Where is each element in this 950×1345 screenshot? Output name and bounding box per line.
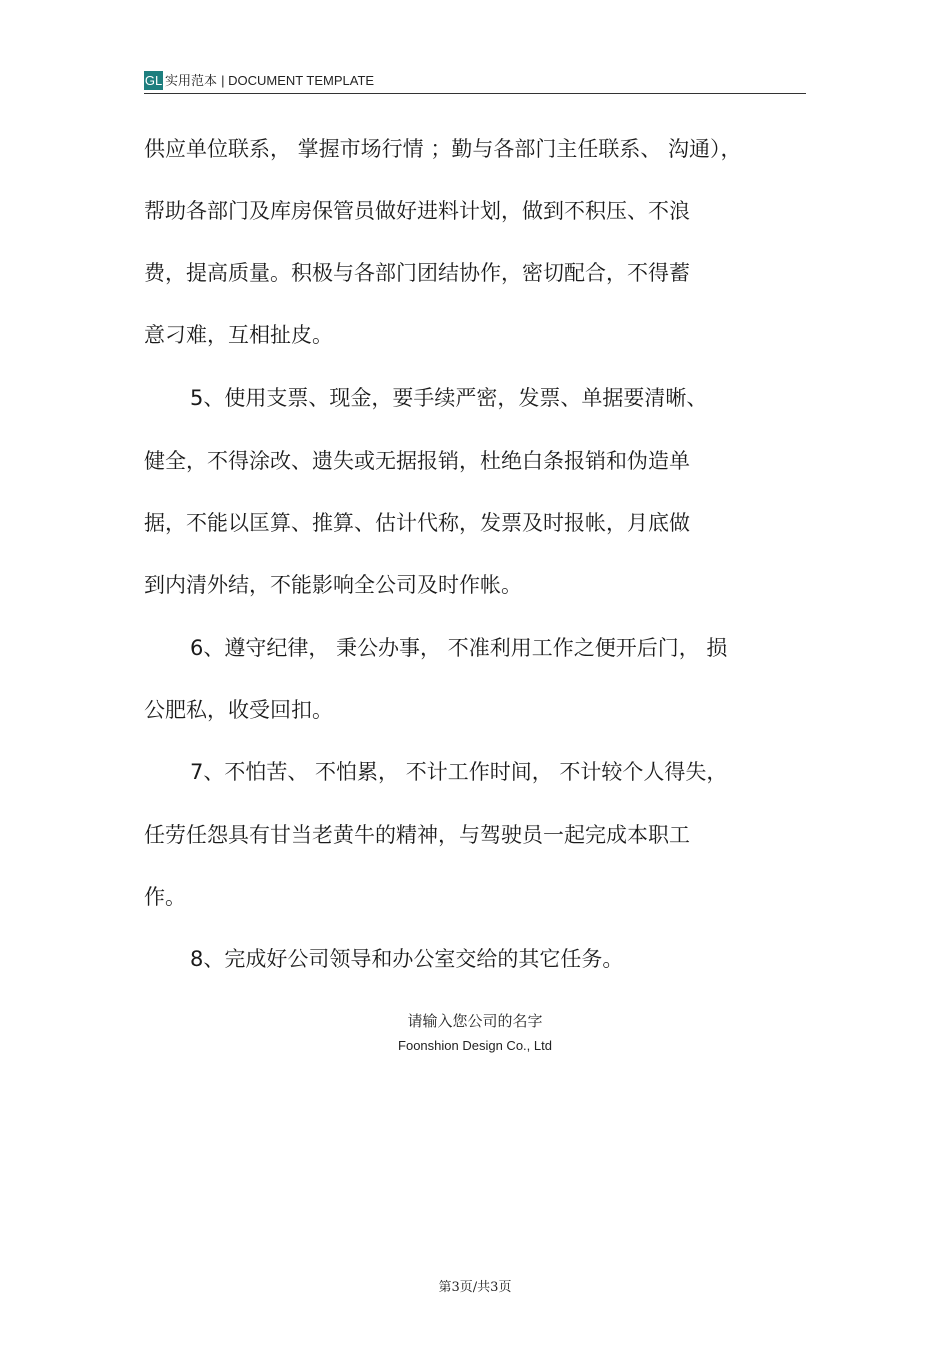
body-line: 公肥私，收受回扣。 (144, 698, 333, 722)
page-number: 第3页/共3页 (438, 1280, 512, 1295)
body-line: 帮助各部门及库房保管员做好进料计划，做到不积压、不浪 (144, 199, 690, 223)
body-line: 作。 (144, 885, 186, 909)
gl-logo: GL (144, 73, 163, 88)
body-line: 5、使用支票、现金，要手续严密，发票、单据要清晰、 (190, 386, 708, 410)
body-line: 据，不能以匡算、推算、估计代称，发票及时报帐，月底做 (144, 511, 690, 535)
header-title-en: | DOCUMENT TEMPLATE (221, 73, 375, 88)
document-header (144, 68, 806, 94)
header-title-cn: 实用范本 (165, 74, 218, 89)
company-name-cn: 请输入您公司的名字 (407, 1012, 543, 1030)
company-name-en: Foonshion Design Co., Ltd (398, 1038, 552, 1053)
body-line: 任劳任怨具有甘当老黄牛的精神，与驾驶员一起完成本职工 (144, 823, 690, 847)
body-line: 8、完成好公司领导和办公室交给的其它任务。 (190, 947, 624, 971)
body-line: 意刁难，互相扯皮。 (144, 323, 333, 347)
body-line: 健全，不得涂改、遗失或无据报销，杜绝白条报销和伪造单 (144, 449, 690, 473)
body-line: 6、遵守纪律， 秉公办事， 不准利用工作之便开后门， 损 (190, 636, 728, 660)
body-line: 费，提高质量。积极与各部门团结协作，密切配合，不得蓄 (144, 261, 690, 285)
header-title (165, 72, 374, 90)
body-line: 7、不怕苦、 不怕累， 不计工作时间， 不计较个人得失， (190, 760, 728, 784)
body-line: 到内清外结，不能影响全公司及时作帐。 (144, 573, 522, 597)
body-line: 供应单位联系， 掌握市场行情 ；勤与各部门主任联系、 沟通）， (144, 137, 742, 161)
